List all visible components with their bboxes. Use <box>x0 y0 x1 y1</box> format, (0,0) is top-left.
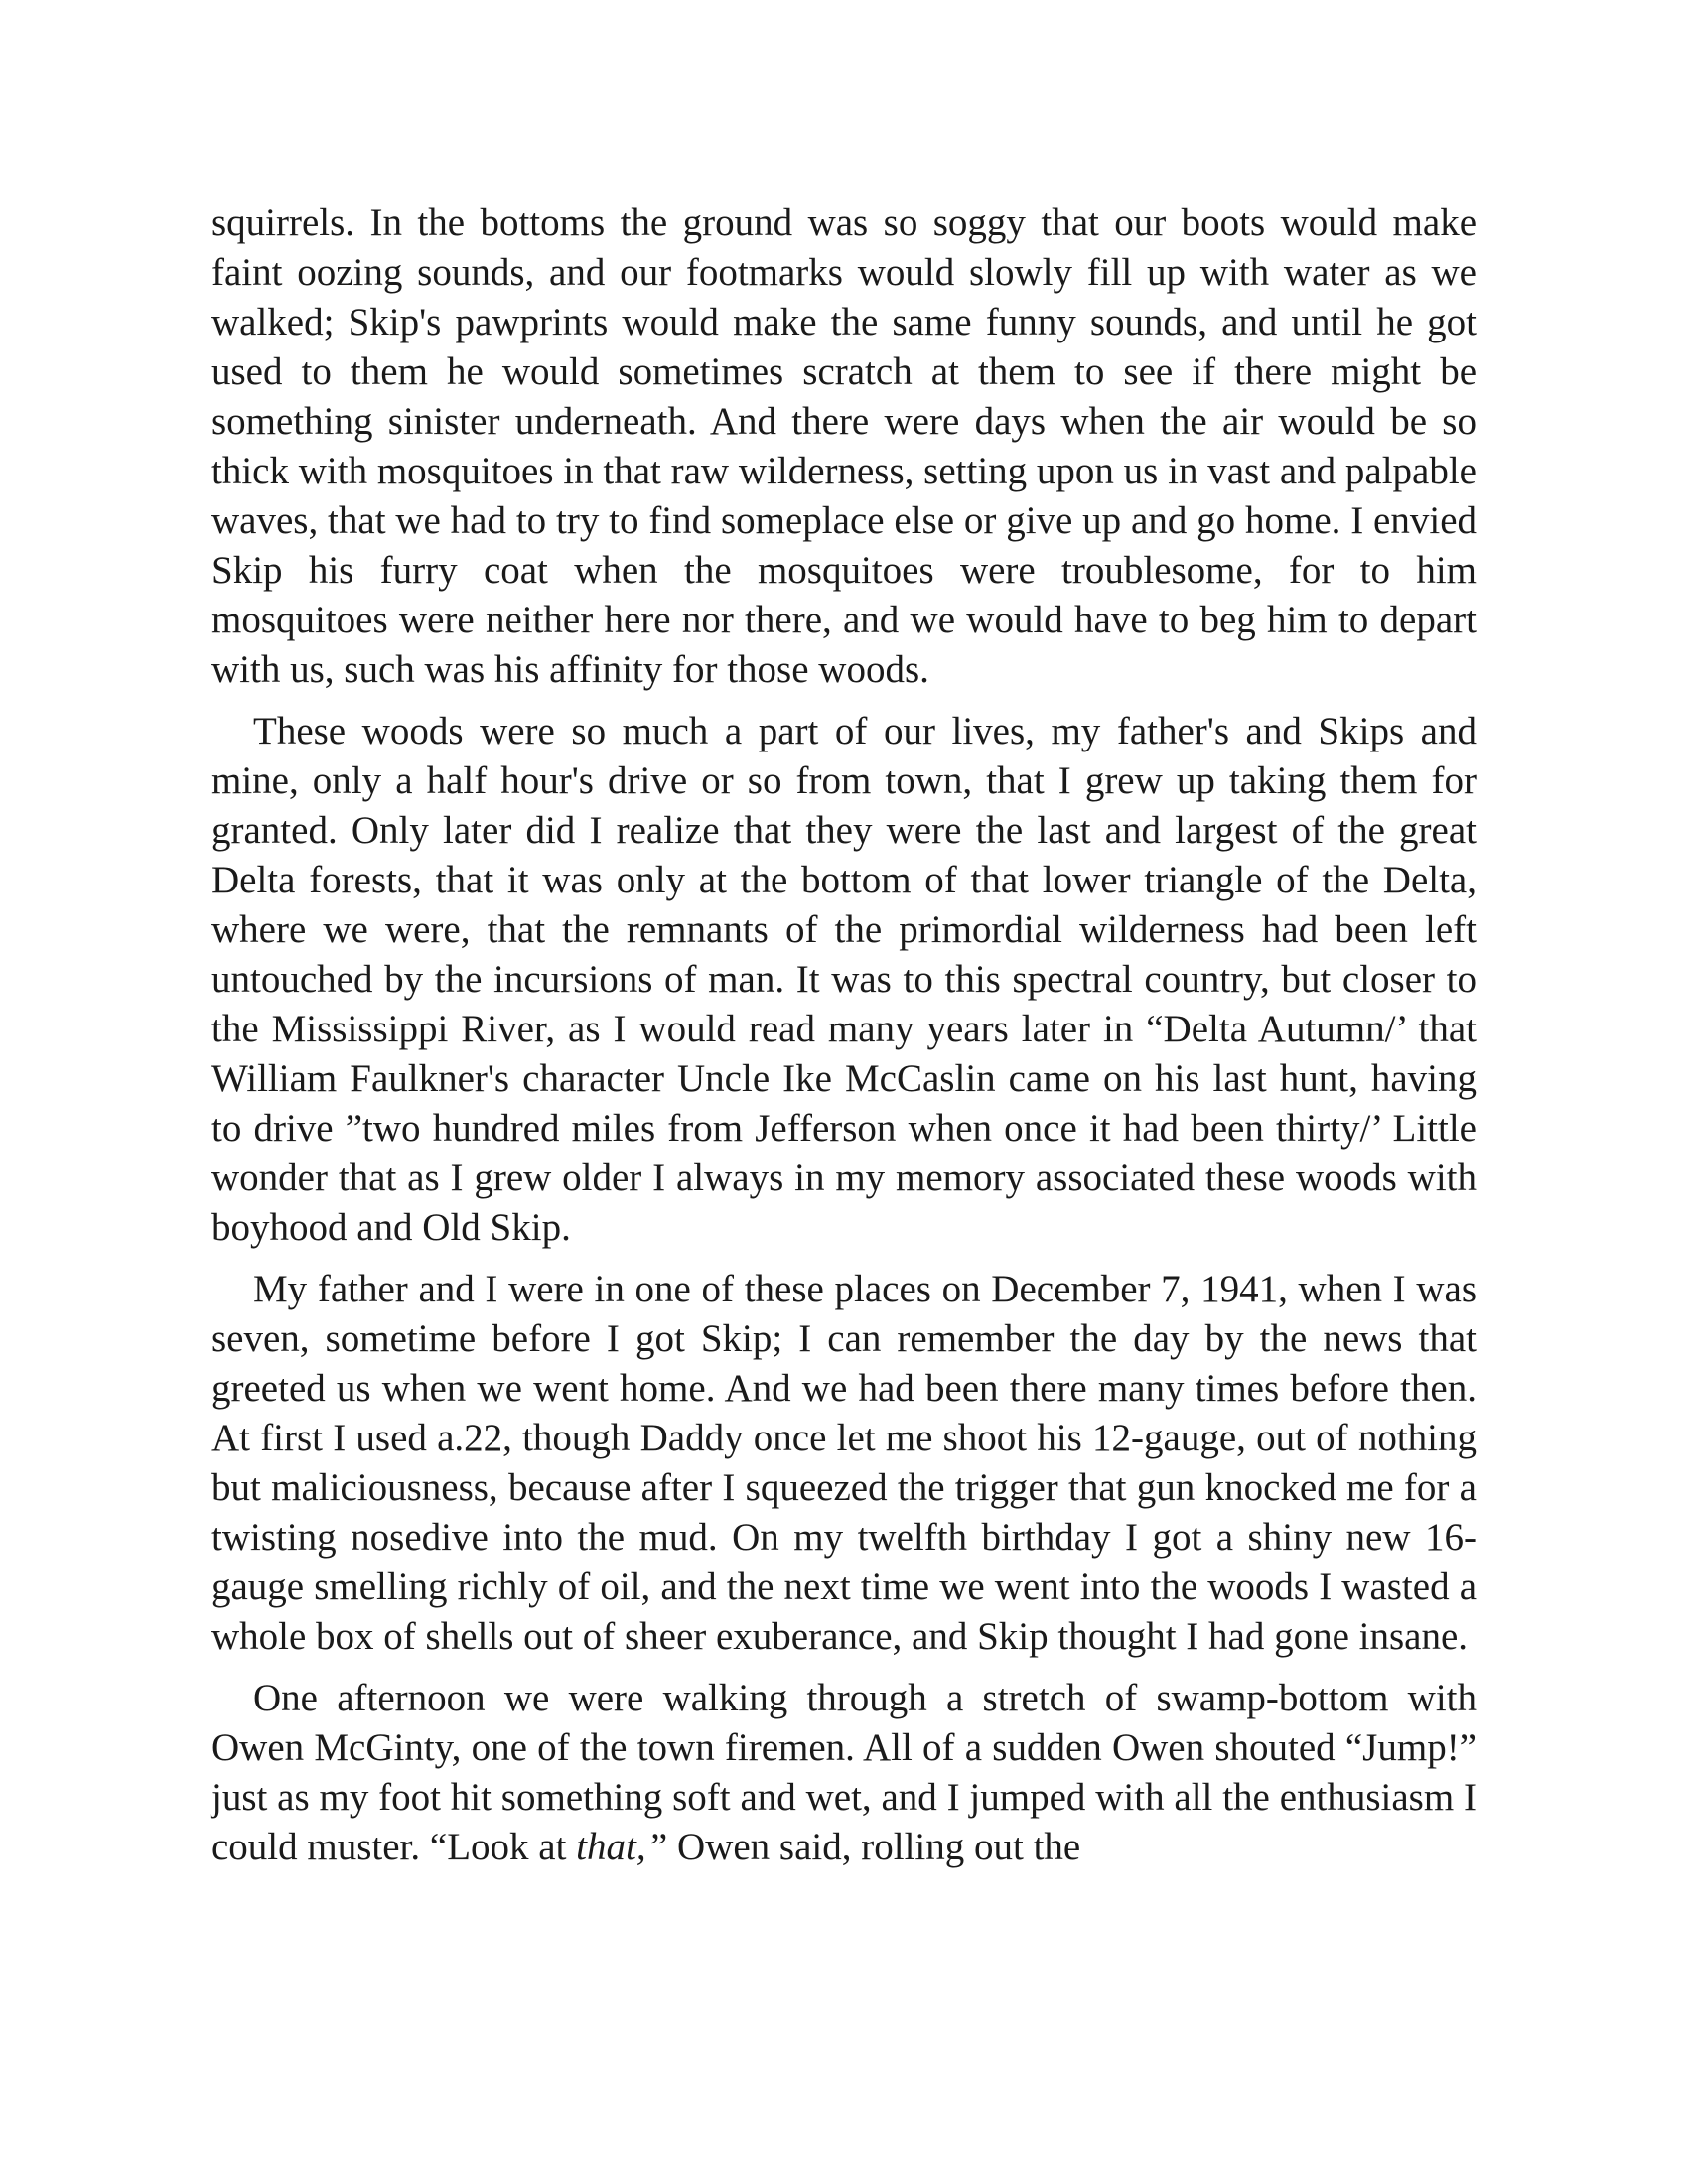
paragraph-1-continued: squirrels. In the bottoms the ground was so soggy that our boots would make faint oozing sounds, and our footmarks would slowly fill up with water as we walked; Skip's pawprints would make the same funny sounds, and until he got used to them he would sometimes scratch at them to see if there might be something sinister underneath. And there were days when the air would be so thick with mosquitoes in that raw wilderness, setting upon us in vast and palpable waves, that we had to try to find someplace else or give up and go home. I envied Skip his furry coat when the mosquitoes were troublesome, for to him mosquitoes were neither here nor there, and we would have to beg him to depart with us, such was his affinity for those woods. <box>211 202 1477 691</box>
paragraph-4-italic-word: that,” <box>576 1826 668 1868</box>
paragraph-4-text-start: One afternoon we were walking through a stretch of swamp-bottom with Owen McGinty, one of the town firemen. All of a sudden Owen shouted “Jump!” just as my foot hit something soft and wet, and I jumped with all the enthusiasm I could muster. “Look at <box>211 1677 1477 1868</box>
book-page <box>211 199 1477 1872</box>
paragraph-4-text-end: Owen said, rolling out the <box>667 1826 1081 1868</box>
paragraph-3: My father and I were in one of these places on December 7, 1941, when I was seven, sometime before I got Skip; I can remember the day by the news that greeted us when we went home. And we had been there many times before then. At first I used a.22, though Daddy once let me shoot his 12-gauge, out of nothing but maliciousness, because after I squeezed the trigger that gun knocked me for a twisting nosedive into the mud. On my twelfth birthday I got a shiny new 16-gauge smelling richly of oil, and the next time we went into the woods I wasted a whole box of shells out of sheer exuberance, and Skip thought I had gone insane. <box>211 1268 1477 1658</box>
paragraph-2: These woods were so much a part of our lives, my father's and Skips and mine, only a half hour's drive or so from town, that I grew up taking them for granted. Only later did I realize that they were the last and largest of the great Delta forests, that it was only at the bottom of that lower triangle of the Delta, where we were, that the remnants of the primordial wilderness had been left untouched by the incursions of man. It was to this spectral country, but closer to the Mississippi River, as I would read many years later in “Delta Autumn/’ that William Faulkner's character Uncle Ike McCaslin came on his last hunt, having to drive ”two hundred miles from Jefferson when once it had been thirty/’ Little wonder that as I grew older I always in my memory associated these woods with boyhood and Old Skip. <box>211 710 1477 1249</box>
paragraph-4 <box>211 1674 1477 1872</box>
